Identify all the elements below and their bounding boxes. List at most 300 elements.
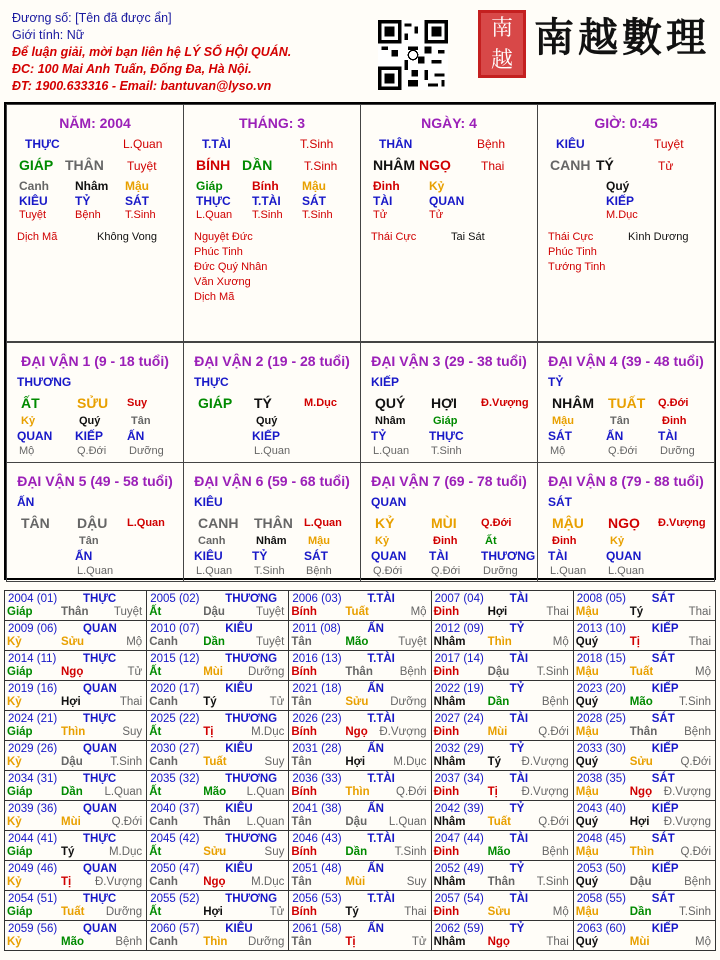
year-cell (289, 741, 431, 771)
hidden-stem: Canh (19, 179, 49, 193)
hidden-stage: T.Sinh (302, 209, 333, 221)
year-label: 2048 (45) (576, 833, 626, 845)
ten-god: SÁT (651, 713, 675, 725)
year-cell (147, 801, 289, 831)
life-stage: Bệnh (684, 726, 711, 738)
year-branch: Tý (61, 846, 75, 858)
hidden-stage: Dưỡng (483, 565, 518, 577)
life-stage: Đ.Vượng (658, 517, 706, 529)
earthly-branch: DẦN (242, 157, 273, 173)
dai-van-title: ĐẠI VẬN 7 (69 - 78 tuổi) (371, 473, 527, 489)
year-branch: Dần (345, 846, 368, 858)
ten-god: SÁT (651, 593, 675, 605)
year-branch: Ngọ (203, 876, 226, 888)
special-star: Dịch Mã (17, 231, 58, 243)
life-stage: T.Sinh (679, 696, 711, 708)
hidden-stage: L.Quan (196, 565, 233, 577)
life-stage: Q.Đới (680, 756, 711, 768)
year-branch: Thìn (203, 936, 228, 948)
year-branch: Mão (61, 936, 84, 948)
life-stage: Mộ (126, 636, 143, 648)
year-label: 2040 (37) (150, 803, 200, 815)
life-stage: L.Quan (104, 786, 143, 798)
year-label: 2014 (11) (8, 653, 57, 665)
ten-god: QUAN (83, 623, 117, 635)
year-cell (5, 831, 147, 861)
life-stage: Q.Đới (481, 517, 512, 529)
year-label: 2012 (09) (434, 623, 484, 635)
year-cell (573, 711, 715, 741)
year-label: 2047 (44) (434, 833, 484, 845)
hidden-stage: L.Quan (196, 209, 233, 221)
earthly-branch: TÝ (254, 395, 272, 411)
year-cell (573, 681, 715, 711)
ten-god-stem: THỰC (25, 137, 60, 151)
year-stem: Nhâm (433, 636, 466, 648)
dai-van-3 (360, 342, 538, 463)
life-stage: T.Sinh (679, 906, 711, 918)
ten-god: TÀI (509, 653, 529, 665)
year-stem: Giáp (7, 846, 33, 858)
year-branch: Dậu (203, 606, 225, 618)
hidden-god: THỰC (429, 429, 464, 443)
ten-god-stem: THÂN (379, 137, 413, 151)
earthly-branch: TÝ (596, 157, 614, 173)
year-stem: Quý (575, 876, 599, 888)
year-cell (431, 621, 573, 651)
pillar-title: GIỜ: 0:45 (594, 115, 658, 131)
year-cell (573, 861, 715, 891)
table-row (5, 861, 716, 891)
table-row (5, 651, 716, 681)
life-stage: Suy (122, 726, 143, 738)
year-stem: Canh (149, 696, 178, 708)
hidden-stem: Ất (485, 535, 497, 547)
year-stem: Kỷ (7, 756, 22, 768)
ten-god: THỰC (83, 833, 117, 845)
year-label: 2020 (17) (150, 683, 200, 695)
year-cell (5, 621, 147, 651)
year-cell (289, 621, 431, 651)
year-label: 2011 (08) (292, 623, 341, 635)
year-label: 2033 (30) (576, 743, 626, 755)
dai-van-7 (360, 462, 538, 582)
year-branch: Tuất (345, 606, 369, 618)
year-label: 2031 (28) (292, 743, 342, 755)
year-branch: Dần (629, 906, 652, 918)
year-cell (147, 831, 289, 861)
hidden-stage: Q.Đới (431, 565, 461, 577)
year-branch: Tý (203, 696, 217, 708)
address: ĐC: 100 Mai Anh Tuấn, Đống Đa, Hà Nội. (12, 62, 252, 76)
table-row (5, 801, 716, 831)
year-stem: Quý (575, 756, 599, 768)
ten-god: THƯƠNG (225, 893, 278, 905)
life-stage: T.Sinh (394, 846, 427, 858)
ten-god: KIẾP (651, 623, 679, 635)
year-branch: Mão (203, 786, 227, 798)
year-label: 2009 (06) (8, 623, 58, 635)
life-stage: L.Quan (388, 816, 427, 828)
hidden-stem: Kỷ (610, 535, 625, 547)
year-label: 2022 (19) (434, 683, 484, 695)
heavenly-stem: ẤT (21, 395, 40, 411)
year-cell (147, 921, 289, 951)
life-stage: Tử (127, 666, 143, 678)
hidden-stem: Mậu (302, 179, 326, 193)
year-stem: Tân (291, 696, 312, 708)
year-label: 2057 (54) (434, 893, 484, 905)
year-stem: Giáp (7, 726, 33, 738)
year-label: 2021 (18) (292, 683, 342, 695)
branch-stage: T.Sinh (304, 159, 338, 173)
ten-god: T.TÀI (367, 593, 395, 605)
year-branch: Dậu (345, 816, 368, 828)
year-branch: Thìn (487, 636, 512, 648)
year-branch: Tuất (487, 816, 511, 828)
heavenly-stem: BÍNH (196, 157, 231, 173)
hidden-stem: Tân (79, 535, 99, 547)
life-stage: Tử (269, 906, 285, 918)
hidden-stem: Đinh (433, 535, 458, 547)
ten-god: THỰC (83, 653, 117, 665)
special-star: Nguyệt Đức (194, 231, 253, 243)
hidden-god: SÁT (304, 549, 328, 563)
hidden-stage: Tử (429, 209, 444, 221)
dai-van-title: ĐẠI VẬN 3 (29 - 38 tuổi) (371, 353, 527, 369)
year-stem: Tân (291, 816, 312, 828)
year-branch: Ngọ (345, 726, 368, 738)
year-cell (573, 891, 715, 921)
year-cell (573, 741, 715, 771)
hidden-stage: T.Sinh (252, 209, 283, 221)
year-cell (147, 651, 289, 681)
hidden-stem: Đinh (552, 535, 577, 547)
year-branch: Tị (61, 876, 72, 888)
year-stem: Đinh (433, 666, 460, 678)
life-stage: M.Dục (108, 846, 143, 858)
hidden-stem: Nhâm (75, 179, 109, 193)
ten-god-stem: QUAN (371, 495, 407, 509)
year-branch: Sửu (203, 846, 227, 858)
ten-god-stem: SÁT (548, 495, 572, 509)
year-label: 2063 (60) (576, 923, 626, 935)
year-label: 2049 (46) (8, 863, 58, 875)
year-stem: Kỷ (7, 936, 22, 948)
hidden-god: QUAN (606, 549, 642, 563)
life-stage: Đ.Vượng (94, 876, 143, 888)
year-stem: Nhâm (433, 936, 466, 948)
ten-god-stem: KIÊU (556, 137, 585, 151)
hidden-stem: Canh (198, 535, 226, 547)
dai-van-title: ĐẠI VẬN 8 (79 - 88 tuổi) (548, 473, 704, 489)
year-branch: Thân (629, 726, 658, 738)
hidden-god: SÁT (125, 194, 149, 208)
ten-god: QUAN (83, 683, 117, 695)
year-label: 2046 (43) (292, 833, 342, 845)
year-label: 2010 (07) (150, 623, 200, 635)
year-label: 2029 (26) (8, 743, 58, 755)
year-branch: Mão (345, 636, 369, 648)
life-stage: L.Quan (246, 816, 285, 828)
year-cell (5, 591, 147, 621)
year-cell (147, 861, 289, 891)
hidden-stage: Dưỡng (129, 445, 164, 457)
branch-stage: Thai (481, 159, 505, 173)
ten-god: THỰC (83, 713, 117, 725)
life-stage: Dưỡng (390, 696, 427, 708)
year-stem: Kỷ (7, 876, 22, 888)
year-cell (147, 621, 289, 651)
year-cell (147, 591, 289, 621)
year-cell (431, 921, 573, 951)
pillar-title: NGÀY: 4 (421, 115, 477, 131)
ten-god: TỶ (509, 743, 525, 755)
ten-god: SÁT (651, 773, 675, 785)
life-stage: Suy (127, 397, 148, 409)
gender: Giới tính: Nữ (12, 28, 85, 42)
year-stem: Nhâm (433, 876, 466, 888)
year-label: 2041 (38) (292, 803, 342, 815)
year-label: 2017 (14) (434, 653, 484, 665)
year-branch: Dần (487, 696, 510, 708)
year-label: 2060 (57) (150, 923, 200, 935)
life-stage: Dưỡng (105, 906, 143, 918)
year-stem: Đinh (433, 906, 460, 918)
hidden-stem: Tân (610, 415, 630, 427)
dai-van-4 (537, 342, 715, 463)
hidden-stage: Mộ (550, 445, 566, 457)
special-star: Kình Dương (628, 231, 689, 243)
ten-god: T.TÀI (367, 773, 395, 785)
year-cell (431, 771, 573, 801)
hidden-god: THƯƠNG (481, 549, 536, 563)
year-cell (573, 771, 715, 801)
hidden-stage: L.Quan (608, 565, 645, 577)
phone-email: ĐT: 1900.633316 - Email: bantuvan@lyso.vn (12, 79, 272, 93)
hidden-stage: T.Sinh (125, 209, 156, 221)
year-cell (5, 861, 147, 891)
ten-god: TÀI (509, 713, 529, 725)
life-stage: M.Dục (393, 756, 427, 768)
year-branch: Dần (203, 636, 225, 648)
hidden-stage: Bệnh (306, 565, 332, 577)
year-branch: Mùi (629, 936, 650, 948)
table-row (5, 741, 716, 771)
earthly-branch: NGỌ (608, 515, 640, 531)
hidden-god: SÁT (548, 429, 572, 443)
year-stem: Đinh (433, 726, 460, 738)
year-branch: Mùi (487, 726, 508, 738)
year-branch: Mão (487, 846, 511, 858)
ten-god: THƯƠNG (225, 713, 278, 725)
year-label: 2042 (39) (434, 803, 484, 815)
year-label: 2006 (03) (292, 593, 342, 605)
hidden-god: TÀI (548, 549, 568, 563)
table-row (5, 891, 716, 921)
year-branch: Thân (345, 666, 373, 678)
hidden-stage: Dưỡng (660, 445, 695, 457)
seal-logo: 南越 (478, 10, 526, 78)
ten-god: KIẾP (651, 683, 679, 695)
year-label: 2008 (05) (576, 593, 626, 605)
ten-god-stem: THƯƠNG (17, 375, 72, 389)
ten-god: KIẾP (651, 863, 679, 875)
year-cell (573, 591, 715, 621)
earthly-branch: THÂN (254, 515, 293, 531)
year-cell (147, 741, 289, 771)
year-cell (5, 681, 147, 711)
year-stem: Ất (149, 606, 162, 618)
year-cell (431, 651, 573, 681)
ten-god: KIÊU (225, 623, 253, 635)
dai-van-6 (183, 462, 361, 582)
life-stage: M.Dục (251, 876, 285, 888)
hidden-stage: Tử (373, 209, 388, 221)
year-stem: Ất (149, 786, 162, 798)
year-cell (431, 801, 573, 831)
year-label: 2062 (59) (434, 923, 484, 935)
year-label: 2026 (23) (292, 713, 342, 725)
year-cell (5, 891, 147, 921)
year-cell (431, 681, 573, 711)
hidden-god: TỶ (252, 549, 268, 563)
hidden-stem: Đinh (662, 415, 687, 427)
heavenly-stem: CANH (550, 157, 591, 173)
year-stem: Canh (149, 876, 178, 888)
year-label: 2051 (48) (292, 863, 342, 875)
year-stem: Giáp (7, 606, 33, 618)
contact-note: Để luận giải, mời bạn liên hệ LÝ SỐ HỘI QUÁN. (12, 45, 292, 59)
hidden-stage: Mộ (19, 445, 35, 457)
life-stage: Đ.Vượng (379, 726, 427, 738)
table-row (5, 831, 716, 861)
year-branch: Dậu (487, 666, 510, 678)
ten-god: ẤN (367, 623, 384, 635)
hidden-stem: Kỷ (21, 415, 36, 427)
hidden-god: KIẾP (252, 429, 281, 443)
year-stem: Ất (149, 666, 162, 678)
special-star: Đức Quý Nhân (194, 261, 268, 273)
ten-god: T.TÀI (367, 653, 395, 665)
year-stem: Bính (291, 726, 317, 738)
year-stem: Tân (291, 876, 312, 888)
year-label: 2036 (33) (292, 773, 342, 785)
year-cell (5, 801, 147, 831)
year-cell (5, 651, 147, 681)
hidden-stage: Tuyệt (19, 209, 47, 221)
owner-name: Đương số: [Tên đã được ẩn] (12, 11, 172, 25)
earthly-branch: DẬU (77, 515, 108, 531)
ten-god: KIẾP (651, 743, 679, 755)
life-stage: Đ.Vượng (481, 397, 529, 409)
year-branch: Tuất (629, 666, 654, 678)
heavenly-stem: MẬU (552, 515, 584, 531)
year-label: 2037 (34) (434, 773, 484, 785)
year-cell (573, 921, 715, 951)
heavenly-stem: KỶ (375, 515, 395, 531)
hidden-stem: Quý (256, 415, 278, 427)
year-cell (147, 681, 289, 711)
ten-god: THỰC (83, 773, 117, 785)
year-stem: Bính (291, 606, 317, 618)
life-stage: Thai (546, 606, 569, 618)
hidden-god: ẤN (75, 549, 93, 563)
year-cell (573, 621, 715, 651)
year-stem: Mậu (575, 666, 599, 678)
year-branch: Sửu (487, 906, 511, 918)
year-cell (289, 861, 431, 891)
ten-god: ẤN (367, 863, 384, 875)
year-label: 2018 (15) (576, 653, 626, 665)
table-row (5, 711, 716, 741)
year-cell (5, 741, 147, 771)
year-branch: Ngọ (61, 666, 84, 678)
hidden-stem: Nhâm (256, 535, 287, 547)
life-stage: Tuyệt (256, 606, 285, 618)
year-cell (5, 921, 147, 951)
year-cell (289, 681, 431, 711)
year-label: 2052 (49) (434, 863, 484, 875)
ten-god: THƯƠNG (225, 773, 278, 785)
year-cell (5, 711, 147, 741)
ten-god: THƯƠNG (225, 593, 278, 605)
year-label: 2005 (02) (150, 593, 200, 605)
annual-luck-table (4, 590, 716, 951)
year-label: 2054 (51) (8, 893, 58, 905)
hidden-stem: Quý (79, 415, 101, 427)
life-stage: T.Sinh (300, 137, 334, 151)
life-stage: T.Sinh (110, 756, 143, 768)
life-stage: Thai (546, 936, 569, 948)
ten-god-stem: KIẾP (371, 375, 400, 389)
ten-god: KIẾP (651, 803, 679, 815)
year-label: 2004 (01) (8, 593, 58, 605)
ten-god: SÁT (651, 653, 675, 665)
year-stem: Ất (149, 726, 162, 738)
table-row (5, 591, 716, 621)
hidden-stage: L.Quan (254, 445, 291, 457)
year-stem: Mậu (575, 906, 599, 918)
branch-stage: Tử (658, 159, 674, 173)
life-stage: Bệnh (541, 696, 569, 708)
qr-code (378, 20, 448, 90)
year-stem: Đinh (433, 786, 460, 798)
dai-van-title: ĐẠI VẬN 5 (49 - 58 tuổi) (17, 473, 173, 489)
year-branch: Tị (629, 636, 640, 648)
ten-god: TÀI (509, 773, 529, 785)
life-stage: Mộ (695, 666, 711, 678)
year-branch: Thìn (629, 846, 655, 858)
year-branch: Mùi (345, 876, 366, 888)
earthly-branch: THÂN (65, 157, 104, 173)
hidden-stem: Mậu (552, 415, 574, 427)
year-branch: Tị (487, 786, 498, 798)
year-stem: Giáp (7, 666, 33, 678)
life-stage: L.Quan (304, 517, 342, 529)
ten-god: KIẾP (651, 923, 679, 935)
life-stage: Q.Đới (538, 726, 569, 738)
year-stem: Bính (291, 846, 317, 858)
life-stage: Thai (688, 606, 711, 618)
life-stage: L.Quan (127, 517, 165, 529)
year-branch: Thân (487, 876, 516, 888)
hidden-stem: Quý (606, 179, 630, 193)
year-branch: Dần (61, 786, 83, 798)
life-stage: Q.Đới (680, 846, 711, 858)
year-label: 2028 (25) (576, 713, 626, 725)
year-stem: Ất (149, 906, 162, 918)
